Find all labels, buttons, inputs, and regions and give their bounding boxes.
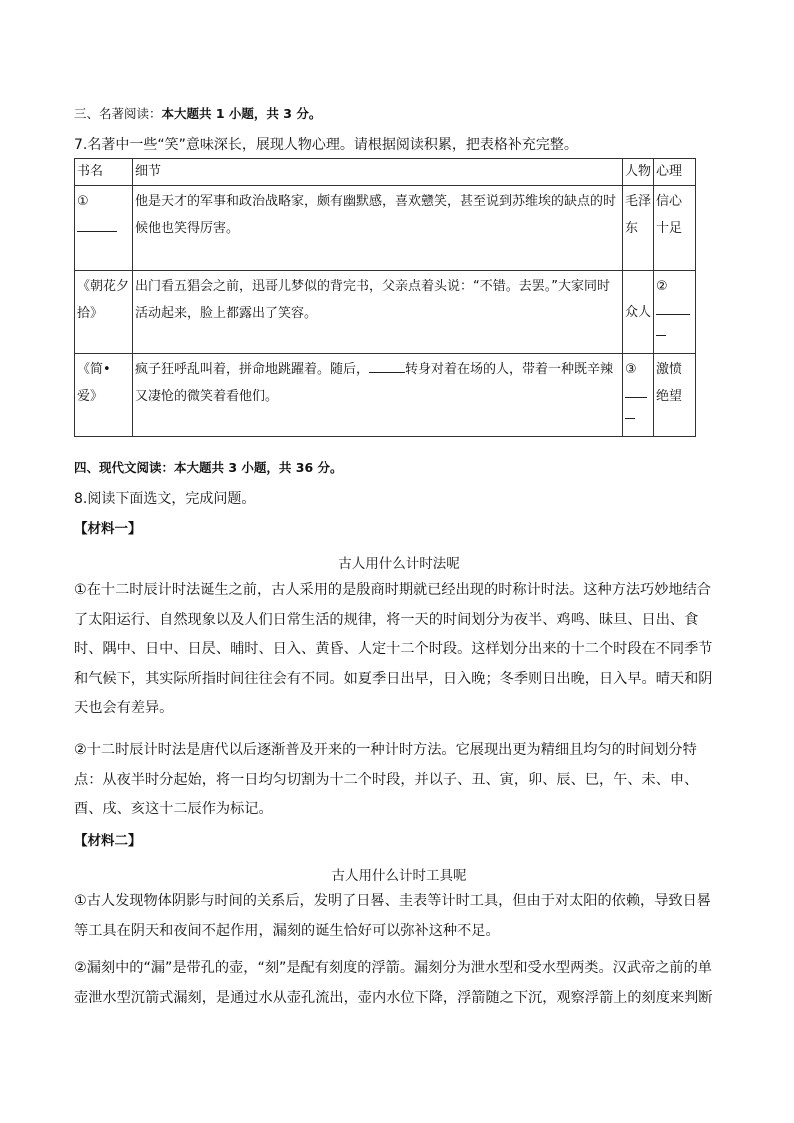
row1-person: 毛泽东 xyxy=(623,186,654,271)
table-row xyxy=(75,271,696,354)
section-4-description: 本大题共 3 小题，共 36 分。 xyxy=(174,460,343,475)
material-1-paragraph-2: ②十二时辰计时法是唐代以后逐渐普及开来的一种计时方法。它展现出更为精细且均匀的时间划分特点：从夜半时分起始，将一日均匀切割为十二个时段，并以子、丑、寅，卯、辰、巳，午、未、申、酉、戌、亥这十二辰作为标记。 xyxy=(74,742,699,817)
table-row xyxy=(75,186,696,271)
answer-marker-1: ① xyxy=(77,194,89,209)
row2-person: 众人 xyxy=(623,271,654,354)
header-book: 书名 xyxy=(75,159,133,186)
material-2-paragraph-1: ①古人发现物体阴影与时间的关系后，发明了日晷、圭表等计时工具，但由于对太阳的依赖，导致日晷等工具在阴天和夜间不起作用，漏刻的诞生恰好可以弥补这种不足。 xyxy=(74,893,711,939)
row1-mind: 信心十足 xyxy=(654,186,696,271)
row2-detail: 出门看五猖会之前，迅哥儿梦似的背完书，父亲点着头说：“不错。去罢。”大家同时活动起来，脸上都露出了笑容。 xyxy=(133,271,623,354)
material-1-label: 【材料一】 xyxy=(74,521,142,537)
question-8-stem: 8.阅读下面选文，完成问题。 xyxy=(74,491,256,507)
section-4-number: 四、现代文阅读： xyxy=(74,460,175,475)
answer-blank-2-cont[interactable] xyxy=(656,321,666,336)
section-4-heading xyxy=(74,458,343,476)
row3-detail-part2: 转身对着在场的人，带着一种既辛辣又凄怆的微笑着看他们。 xyxy=(135,362,614,404)
answer-blank-1[interactable] xyxy=(77,217,117,232)
row2-book: 《朝花夕拾》 xyxy=(75,271,133,354)
answer-marker-3: ③ xyxy=(625,362,637,377)
material-2-label: 【材料二】 xyxy=(74,833,142,849)
material-2-paragraph-2: ②漏刻中的“漏”是带孔的壶，“刻”是配有刻度的浮箭。漏刻分为泄水型和受水型两类。汉武帝之前的单壶泄水型沉箭式漏刻，是通过水从壶孔流出，壶内水位下降，浮箭随之下沉，观察浮箭上的刻度来判断 xyxy=(74,960,713,1006)
header-mind: 心理 xyxy=(654,159,696,186)
question-7-stem: 7.名著中一些“笑”意味深长，展现人物心理。请根据阅读积累，把表格补充完整。 xyxy=(74,137,578,153)
answer-blank-3-cont[interactable] xyxy=(625,404,635,419)
row3-detail-part1: 疯子狂呼乱叫着，拼命地跳躍着。随后， xyxy=(135,362,370,377)
row3-detail xyxy=(133,354,623,437)
answer-blank-2[interactable] xyxy=(656,300,690,315)
material-1-title: 古人用什么计时法呢 xyxy=(338,556,460,572)
row3-book: 《简•爱》 xyxy=(75,354,133,437)
row2-mind xyxy=(654,271,696,354)
answer-marker-2: ② xyxy=(656,279,668,294)
section-3-heading xyxy=(74,104,321,122)
section-3-number: 三、名著阅读： xyxy=(74,106,162,121)
table-row xyxy=(75,354,696,437)
question-7-table xyxy=(74,158,696,437)
answer-blank-inline[interactable] xyxy=(369,360,405,373)
row1-detail: 他是天才的军事和政治战略家，颇有幽默感，喜欢戆笑，甚至说到苏维埃的缺点的时候他也笑得厉害。 xyxy=(133,186,623,271)
header-detail: 细节 xyxy=(133,159,623,186)
material-2-title: 古人用什么计时工具呢 xyxy=(331,868,467,884)
header-person: 人物 xyxy=(623,159,654,186)
table-header-row xyxy=(75,159,696,186)
material-1-paragraph-1: ①在十二时辰计时法诞生之前，古人采用的是殷商时期就已经出现的时称计时法。这种方法巧妙地结合了太阳运行、自然现象以及人们日常生活的规律，将一天的时间划分为夜半、鸡鸣、昧旦、日出、食时、隅中、日中、日昃、晡时、日入、黄昏、人定十二个时段。这样划分出来的十二个时段在不同季节和气候下，其实际所指时间往往会有不同。如夏季日出早，日入晚；冬季则日出晚，日入早。晴天和阴天也会有差异。 xyxy=(74,582,713,716)
answer-blank-3[interactable] xyxy=(625,383,647,398)
row3-mind: 激愤绝望 xyxy=(654,354,696,437)
row1-book xyxy=(75,186,133,271)
section-3-description: 本大题共 1 小题，共 3 分。 xyxy=(161,106,322,121)
row3-person xyxy=(623,354,654,437)
